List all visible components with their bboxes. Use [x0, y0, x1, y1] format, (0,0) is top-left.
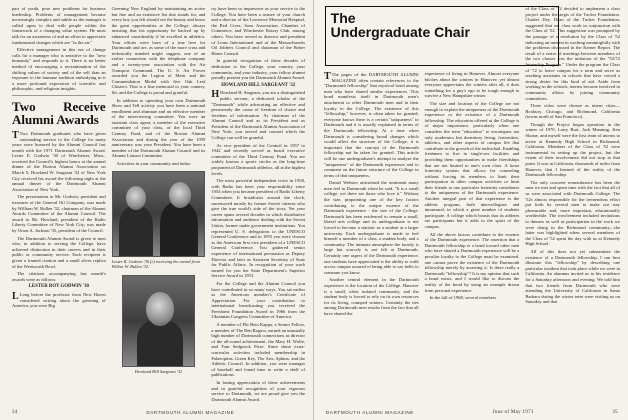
body-paragraph	[211, 90, 305, 140]
body-paragraph: All of this does not yet substantiate the existence of a Dartmouth fellowship. I can best illustrate this "fellowship" by describing one particular incident that took place while we were in California. An alumnus invited us to his residence for a Saturday afternoon and evening. We told him that two friends from Dartmouth who were attending the University of California in Santa Barbara during the winter term were visiting us on Saturday and that	[525, 248, 621, 305]
photo-caption: Lester R. Godwin '30 (r) receiving the award from Wilbur W. Bullen '32.	[111, 258, 200, 269]
body-paragraph: Another central element in the Dartmouth experience is the location of the College. Hanover is a small, often isolated community, and the student body is forced to rely on its own resources for its living, cramped winters. Certainly the ties among Dartmouth men results from the fact that all have shared the	[324, 277, 419, 316]
left-column-3	[211, 6, 305, 402]
left-page-footer	[12, 410, 303, 415]
body-paragraph: try have been so impressive as your service to the College. You have been a trustee of your church and a director of the Lawrence Memorial Hospital, the Red Cross, Sons Association, Chamber of Commerce, and Winchester Rotary Club, among others. You have served as director and president of Lions International and of the Massachusetts Oil Jobbers Council and chairman of the Better Home Council.	[211, 6, 306, 56]
body-paragraph: Three cities were chosen as intern cities—Roxbury, Chicago, and Richmond, California (towns north of San Francisco).	[525, 103, 621, 120]
body-paragraph: part of youth, pose new problems for business leadership. Problems of management become increasingly complex and subtle as the manager is called upon to deal with people within the framework of a changing value system. He must talk for an awareness of and an effort to appreciate fundamental changes which are "in the air."	[12, 6, 106, 45]
body-paragraph	[12, 292, 106, 309]
body-paragraph: Activities in your community and indus-	[116, 161, 192, 167]
photo-sargeant-portrait	[122, 275, 195, 367]
drop-cap: L	[12, 290, 19, 302]
photo-godwin-award	[112, 171, 206, 257]
body-paragraph: In the fall of 1968, several members	[429, 295, 497, 301]
right-page	[314, 0, 628, 420]
body-paragraph: For the College and the Alumni Council you have contributed in so many ways. You sat earlier as the American member's Certificate of Appreciation. For your contribution to international broadcasting you received the Freedoms Foundation Award in 1966 from the Ukrainian Congress Committee of America.	[211, 280, 306, 320]
body-paragraph-text: Two Dartmouth graduates who have given outstanding service to the College for many years were honored by the Alumni Council last month with the 1971 Dartmouth Alumni Award. Lester E. Godwin '30 of Winchester, Mass., received the Council's highest honor at the annual dinner of the Boston Alumni Association on March 5; Howland W. Sargeant '32 of New York City received his award the following night at the annual dinner of the Dartmouth Alumni Association of New York.	[12, 130, 106, 192]
divider	[12, 95, 106, 96]
right-page-footer	[326, 410, 618, 415]
left-page-columns	[12, 6, 305, 402]
body-paragraph: The size and location of the College are not enough to explain the uniqueness of the Dartmouth experience or the existence of a Dartmouth fellowship. The education offered at the College is of major importance, particularly when one considers the term "education" to encompass not only academics but dormitory living, fraternities, athletics, and other aspects of campus life that contribute to the growth of the individual. Enabling freshmen to live in single-sex facilities and providing them opportunities to make friendships that are not limited to one's own class. A loose fraternity system that allows for counseling without forcing its members to limit their participation in other campus activities or limit their friends to one particular fraternity contributes to the uniqueness of the Dartmouth experience. Another integral part of that experience is the athletic program, both intercollegiate and intramural, in which a great number of students participate. A college which boasts that its athletes are participants but it adds to the spirit of the campus.	[424, 100, 520, 230]
body-paragraph: Though the Project began operation in the winter of 1970, Larry Burt, Jack Manning, Ken Sloane, and myself were the first team of interns to arrive at Kennedy High School in Richmond, California. Members of the Class of '52 were instrumental in setting up the project, but the extent of their involvement did not stop at that point. It was in California, thousands of miles from Hanover, that I learned of the reality of the Dartmouth fellowship.	[525, 121, 621, 178]
issue-date: June of May 1971	[492, 410, 534, 415]
page-number: 34	[12, 410, 18, 415]
body-paragraph: The only concrete remembrance has been the men we met and spent time with the fact that all of us were associated with Dartmouth College. The '52s almost responsible for the tremendous effort put forth by several men to make our stay pleasurable and, more important, educationally worthwhile. The involvement included invitations to dinners as well as participation in the work we were doing in the Richmond community—the latter was highlighted when several members of the Class of '52 spent the day with us at Kennedy High School.	[525, 179, 621, 247]
body-paragraph: In lasting appreciation of these achievements and in grateful recognition of your vigorous service to Dartmouth, we are proud give you the Dartmouth Alumni Award.	[211, 380, 306, 402]
body-paragraph: of the Class of '72 decided to implement a class project under the aegis of the Tucker Foundation. Charles Dey, Dean of the Tucker Foundation, suggested that our class work in conjunction with the Class of '52. This suggestion was prompted by the passage of a resolution by the Class of '52 indicating an interest in working meaningfully with the problems discussed in the Kerner Report. The result of a series of meetings between members of the two classes was the initiation of the "52/72 Internship Program." Under the program the Class of '72 to leave campus for a term and serve as teaching assistants in schools that have voiced a strong desire for this kind of aid. Aside from working in the schools, interns become involved in community affairs by joining community committees.	[525, 6, 621, 101]
drop-cap: T	[324, 71, 331, 82]
body-paragraph: Effective management in this era of change calls for a manager who is sensitive to the "new humanity" and responds to it. There is no better method of encouraging a reexamination of the shifting values of society and of the self than an exposure to the humane tradition embodying in it a more profound expression of scientific and philosophic, and religious insights.	[12, 47, 106, 92]
section-title-line2: Undergraduate Chair	[330, 24, 470, 40]
body-paragraph: The presentation to Mr. Godwin, president and treasurer of the General Oil Company, was made by William W. Bullen '32, chairman of the Alumni Awards Committee of the Alumni Council. The award to Mr. Howland, president of the Radio Liberty Committee of New York City, was made by Orton A. Jackson '35, president of the Council.	[12, 194, 106, 233]
body-paragraph: experience of living in Hanover. Almost everyone bitches about the winters in Hanover; yet almost everyone appreciates the winters after all, it does something for a guy's ego to be tough enough to survive a New Hampshire winter.	[424, 71, 520, 99]
section-title-box	[325, 6, 560, 66]
citation-heading-sargeant: HOWLAND HILL SARGEANT '32	[221, 82, 296, 88]
body-paragraph: The Dartmouth Alumni Award is given to men who, in addition to serving the College, have achieved distinction in their careers and in their public or community service. Each recipient is given a framed citation and a small silver replica of the Wentworth Bowl.	[12, 235, 106, 269]
body-paragraph: In addition to operating your own Dartmouth Show and Tell activity you have been a national enrollment and alumnae and an effective member of the interviewing committee. You were an assistant class agent, a member of the executive committee of your class, of the local Third Century Fund, and of the Boston Alumni Association and during the year of the 1959 anniversary was your President. You have been a member of the Dartmouth Alumni Council and its Alumni Liaison Committee.	[111, 97, 206, 159]
drop-cap: T	[12, 129, 19, 141]
body-paragraph: The citations accompanying last month's awards were as follows:	[12, 271, 106, 282]
photo-caption: Howland Hill Sargeant '32	[134, 369, 183, 375]
citation-heading-godwin: LESTER ROY GODWIN '30	[28, 284, 89, 290]
body-paragraph: As vice president of the Council in 1957 to 1942 and recently served as board executive committee of the Third Century Fund. You are widely known a sports circles as the long-time proponent of Dartmouth athletics, all at the highest levels.	[211, 142, 306, 176]
drop-cap: H	[211, 89, 220, 101]
body-paragraph	[12, 131, 106, 193]
body-paragraph-text: Howland H. Sargeant, you are a distinguished public servant, a dedicated scholar of the "Dartmouth" while advocating an effective and persistently the cause of freedom of choice and freedom of information. As chairman of the Alumni Council and as its President and as President of the Dartmouth Alumni Association of New York, you served and counsel which the College can well be grateful.	[211, 90, 306, 141]
right-page-columns	[324, 6, 620, 402]
body-paragraph: Greening New England by maintaining an active but fine and an extensive list that stands for, and every boy you felt should see the beauty and know the great opportunities at the College, always insisting that his opportunity be backed up by enhanced considerably if he excelled in athletics. Your efforts were born of a true love for Dartmouth and are, as some of the more crass and technically minded might suggest, one of an earlier connection with the telephone company and a twenty-year association with the Air Transport Command. The U. S. Air Forces awarded you the Legion of Merit and the Commendation Medal with five Oak Leaf Clusters. That is a fine memorial to your country, Sir, and the College is proud and grateful.	[111, 6, 206, 95]
body-paragraph-text: Long before the professor from New Haven considered writing about the greening of America, you were Big	[12, 291, 106, 309]
left-column-2	[112, 6, 206, 402]
body-paragraph: All the above factors contribute to the essence of the Dartmouth experience. The assertion that a Dartmouth fellowship is a bond toward other men who have shared a Dartmouth experience will be a peculiar loyalty to the College must be examined, one cannot prove the existence of the Dartmouth fellowship merely by asserting it. Is there really a Dartmouth "fellowship"? It is my opinion that such a bond exists, and I would like to discuss the reality of the bond by using an example drawn from personal experience.	[424, 231, 520, 293]
page-number: 35	[612, 410, 618, 415]
body-paragraph: Daniel Webster articulated the sentiment many men feel in Dartmouth when he said, "It is a small college, yet there are those who love it." Without the size, pinpointing one of the key factors contributing to the unique essence of the Dartmouth experience - the size of the College. Dartmouth has been evidenced to remain a small, liberal arts college and its undergraduate is not forced to become a statistic as a student at a larger university. Each undergraduate is made to feel himself a member of a class, a student body, and a community. The intimate atmosphere the faculty is large but scarcely is not felt at Dartmouth. Certainly one aspect of the Dartmouth experience, one students have appreciated is the ability to walk across campus assured of being able to say hello to someone you know.	[324, 180, 419, 275]
body-paragraph-text: The pages of the DARTMOUTH ALUMNI MAGAZINE often contain references to the "Dartmouth fellowship" that mystical bond among men who have shared similar experiences. This bond manifests itself in Dartmouth men's attachment to other Dartmouth men and in their loyalty to the College. The existence of this "fellowship," however, is often taken for granted; everyone knows there is a certain "uniqueness" to Dartmouth and it is usually explained in terms of the Dartmouth fellowship. At a time when Dartmouth is considering broad changes which would affect the structure of the College, it is important that the concept of the Dartmouth fellowship not be taken for granted. This article will be one undergraduate's attempt to analyze the "uniqueness" of the Dartmouth experience and to comment on the future structure of the College in terms of that uniqueness.	[324, 72, 419, 178]
right-column-3	[525, 6, 620, 402]
article-headline: Two Receive Alumni Awards	[12, 98, 106, 127]
body-paragraph: In grateful recognition of these decades of dedication to the College, your country, your community, and your industry, your fellow alumni proudly present you the Dartmouth Alumni Award.	[211, 58, 306, 81]
body-paragraph	[324, 72, 419, 178]
body-paragraph: A member of Phi Beta Kappa, a Senior Fellow, a member of The Ben Rogers, earned an unusually high number of Dartmouth connections as director of the all-round achievement, the Mary H. Wolfe, and Tom Sedgwick Prize. Since those extra-curricular activities included membership in Palaeopitus, Green Key, The Arts, Sphinx, and the Athletic Council. In addition, you were manager of baseball and found time to write a shelf of publications.	[211, 322, 306, 378]
body-paragraph: The most powerful independent voice in 1958, with Radio has been your responsibility since 1954 when you became president of Radio Liberty Committee. It broadcasts around the clock, uncensored mostly by former Soviet citizens who give the true world's side of the story. Yet your career spans several decades in which distributive information and audience dealing with the Soviet Union, former under government institutions. You represented U. S. delegations to the UNESCO General Conference and in 1955 you were chosen as the American first vice president of a UNESCO General Conference. You gathered senior experience of international persuasion as Deputy Director and later as Assistant Secretary of State for Public Affairs. In recognition of your work earned for you the State Department's Superior Service Award in 1953.	[211, 178, 306, 279]
magazine-name: DARTMOUTH ALUMNI MAGAZINE	[326, 410, 414, 415]
left-column-1	[12, 6, 106, 402]
magazine-name: DARTMOUTH ALUMNI MAGAZINE	[146, 410, 235, 415]
section-title-line1: The	[330, 10, 356, 26]
